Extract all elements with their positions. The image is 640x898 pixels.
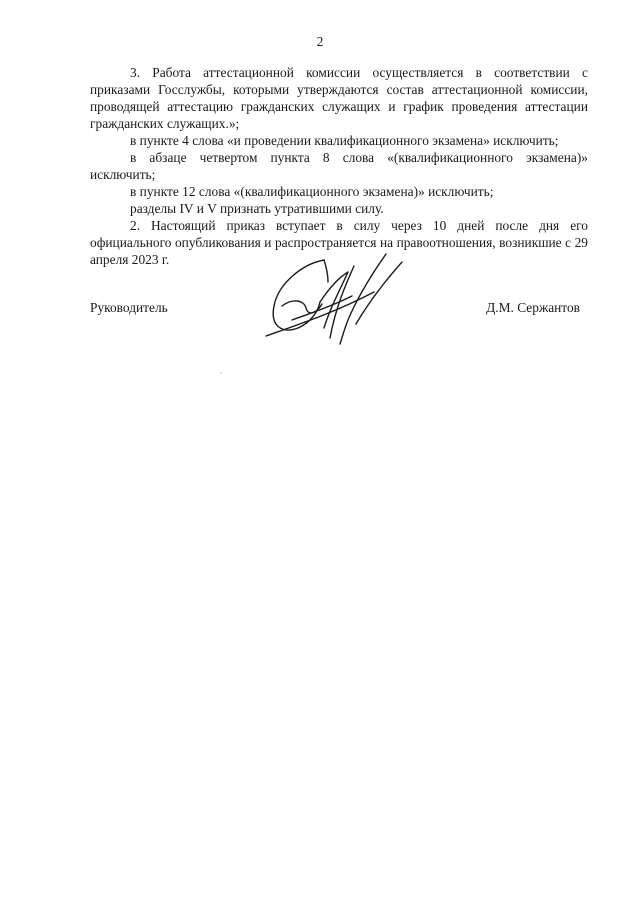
document-body (90, 64, 588, 268)
scan-speck (220, 372, 222, 374)
signatory-name: Д.М. Сержантов (486, 300, 580, 315)
handwritten-signature (262, 250, 412, 350)
signatory-role: Руководитель (90, 300, 168, 315)
paragraph-item-3: 3. Работа аттестационной комиссии осуществляется в соответствии с приказами Госслужбы, которыми утверждаются состав аттестационной комиссии, проводящей аттестацию гражданских служащих и график проведения аттестации гражданских служащих.»; (90, 65, 588, 131)
paragraph-point-12: в пункте 12 слова «(квалификационного экзамена)» исключить; (130, 184, 494, 199)
paragraph-effective-date: 2. Настоящий приказ вступает в силу через 10 дней после дня его официального опубликования и распространяется на правоотношения, возникшие с 29 апреля 2023 г. (90, 218, 588, 267)
page-number: 2 (316, 34, 324, 49)
paragraph-point-8: в абзаце четвертом пункта 8 слова «(квалификационного экзамена)» исключить; (90, 150, 588, 182)
paragraph-sections: разделы IV и V признать утратившими силу. (130, 201, 384, 216)
paragraph-point-4: в пункте 4 слова «и проведении квалификационного экзамена» исключить; (130, 133, 559, 148)
